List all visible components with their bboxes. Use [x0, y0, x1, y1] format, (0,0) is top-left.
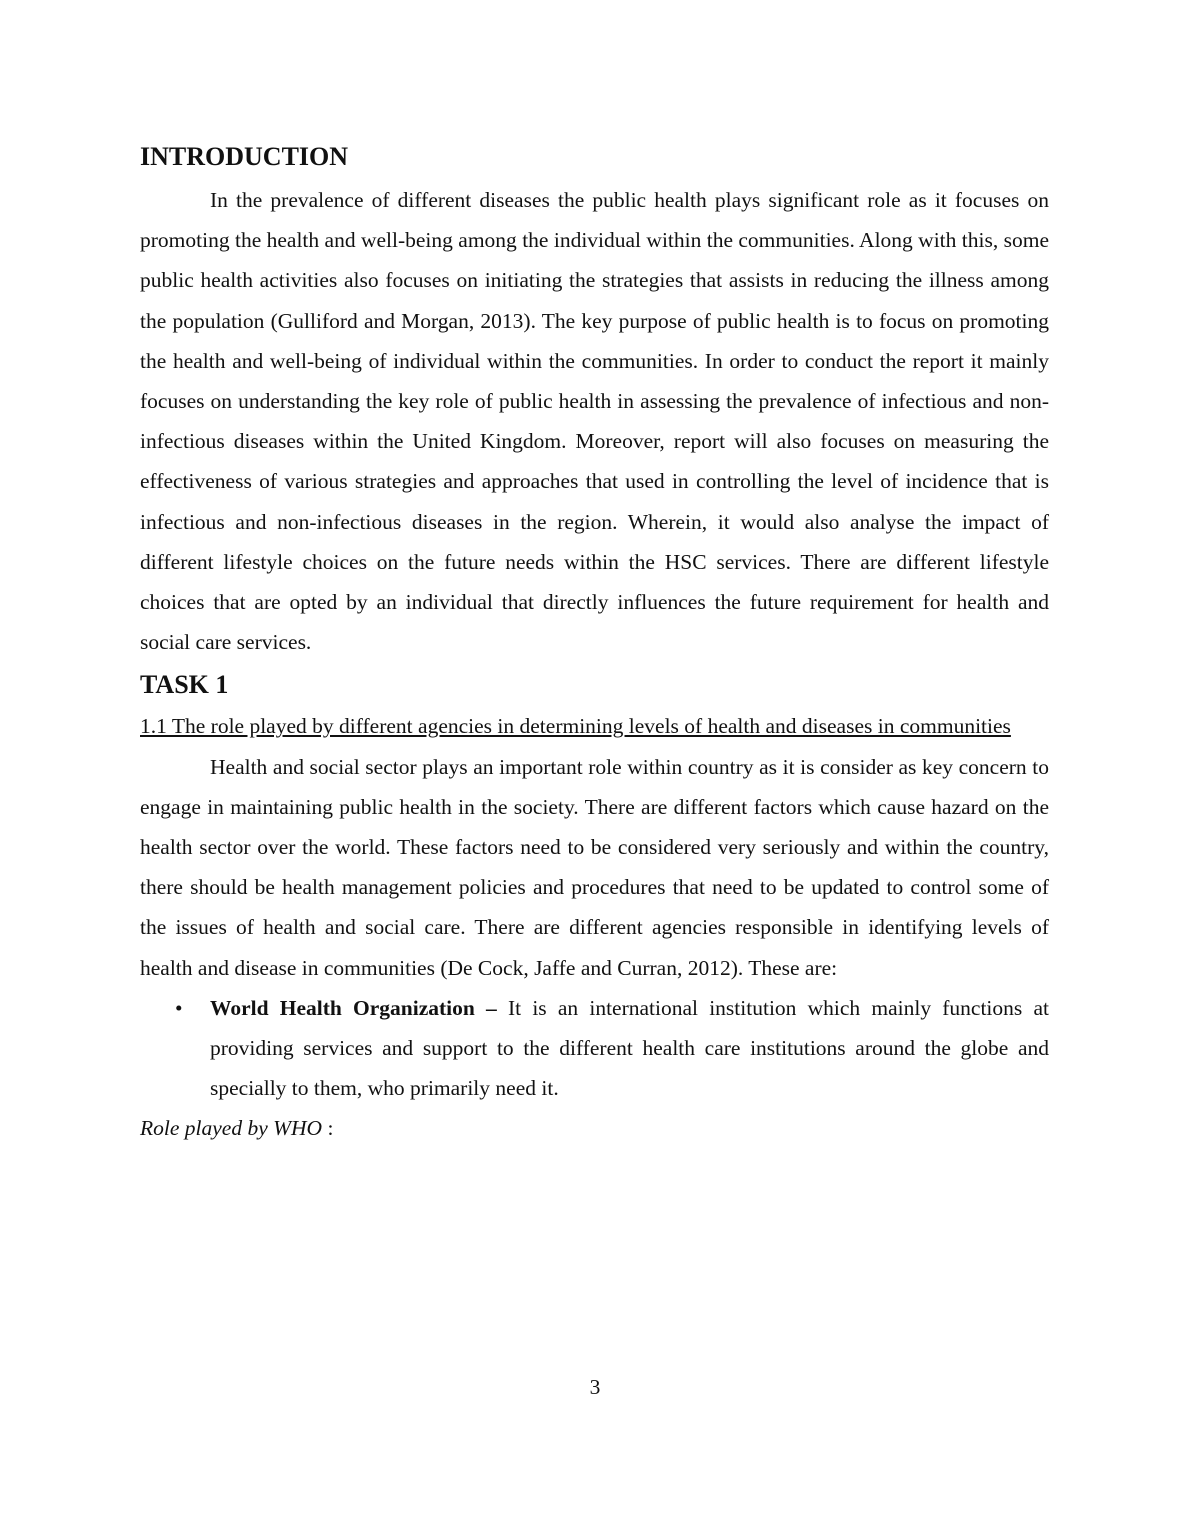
role-line [140, 1108, 1049, 1148]
bullet-item-who [140, 988, 1049, 1109]
bullet-title: World Health Organization – [210, 995, 497, 1020]
bullet-text: It is an international institution which mainly functions at providing services and support to the different health care institutions around the globe and specially to them, who primarily need it. [210, 995, 1049, 1101]
role-suffix: : [322, 1116, 334, 1141]
role-label: Role played by WHO [140, 1116, 323, 1141]
task-1-heading: TASK 1 [140, 670, 229, 700]
task-1-1-subheading: 1.1 The role played by different agencies in determining levels of health and diseases in communities [140, 714, 1011, 739]
page-number: 3 [589, 1375, 601, 1399]
task-1-paragraph: Health and social sector plays an important role within country as it is consider as key concern to engage in maintaining public health in the society. There are different factors which cause hazard on the health sector over the world. These factors need to be considered very seriously and within the country, there should be health management policies and procedures that need to be updated to control some of the issues of health and social care. There are different agencies responsible in identifying levels of health and disease in communities (De Cock, Jaffe and Curran, 2012). These are: [140, 754, 1049, 980]
bullet-icon: • [175, 995, 183, 1020]
introduction-heading: INTRODUCTION [140, 142, 349, 171]
introduction-paragraph: In the prevalence of different diseases the public health plays significant role as it focuses on promoting the health and well-being among the individual within the communities. Along with this, some public health activities also focuses on initiating the strategies that assists in reducing the illness among the population (Gulliford and Morgan, 2013). The key purpose of public health is to focus on promoting the health and well-being of individual within the communities. In order to conduct the report it mainly focuses on understanding the key role of public health in assessing the prevalence of infectious and non-infectious diseases within the United Kingdom. Moreover, report will also focuses on measuring the effectiveness of various strategies and approaches that used in controlling the level of incidence that is infectious and non-infectious diseases in the region. Wherein, it would also analyse the impact of different lifestyle choices on the future needs within the HSC services. There are different lifestyle choices that are opted by an individual that directly influences the future requirement for health and social care services. [140, 188, 1049, 655]
document-page [140, 138, 1049, 1149]
